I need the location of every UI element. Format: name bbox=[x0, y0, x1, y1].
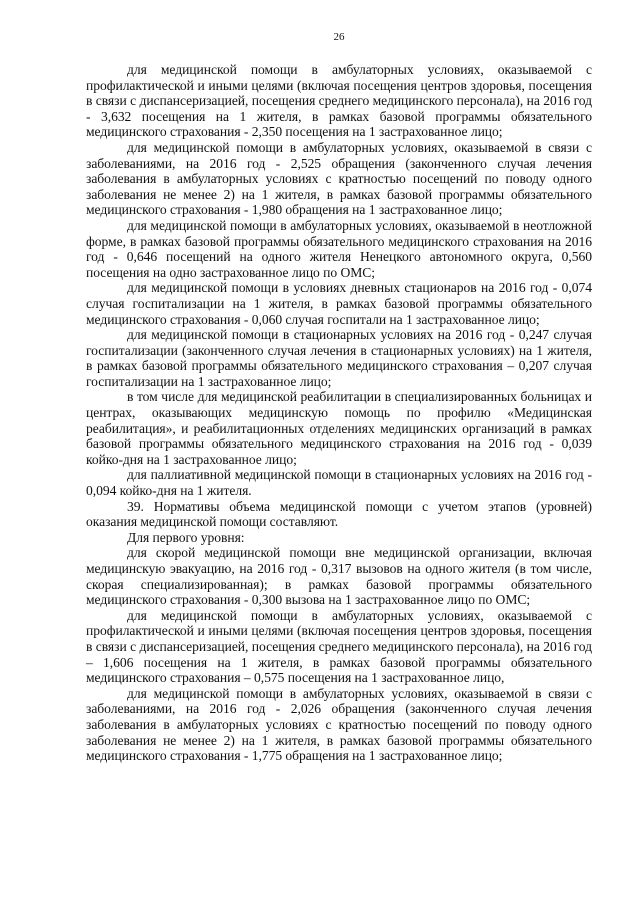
paragraph: в том числе для медицинской реабилитации в специализированных больницах и центрах, оказывающих медицинскую помощь по профилю «Медицинская реабилитация», и реабилитационных отделениях медицинских организаций в рамках базовой программы обязательного медицинского страхования на 2016 год - 0,039 койко-дня на 1 застрахованное лицо; bbox=[86, 389, 592, 467]
paragraph: для паллиативной медицинской помощи в стационарных условиях на 2016 год - 0,094 койко-дня на 1 жителя. bbox=[86, 467, 592, 499]
paragraph: для медицинской помощи в амбулаторных условиях, оказываемой с профилактической и иными целями (включая посещения центров здоровья, посещения в связи с диспансеризацией, посещения среднего медицинского персонала), на 2016 год – 1,606 посещения на 1 жителя, в рамках базовой программы обязательного медицинского страхования – 0,575 посещения на 1 застрахованное лицо, bbox=[86, 607, 592, 686]
paragraph: для скорой медицинской помощи вне медицинской организации, включая медицинскую эвакуацию, на 2016 год - 0,317 вызовов на одного жителя (в том числе, скорая специализированная); в рамках базовой программы обязательного медицинского страхования - 0,300 вызова на 1 застрахованное лицо по ОМС; bbox=[86, 545, 592, 608]
paragraph: для медицинской помощи в условиях дневных стационаров на 2016 год - 0,074 случая госпитализации на 1 жителя, в рамках базовой программы обязательного медицинского страхования - 0,060 случая госпитали на 1 застрахованное лицо; bbox=[86, 280, 592, 327]
paragraph: для медицинской помощи в амбулаторных условиях, оказываемой в связи с заболеваниями, на 2016 год - 2,026 обращения (законченного случая лечения заболевания в амбулаторных условиях с кратностью посещений по поводу одного заболевания не менее 2) на 1 жителя, в рамках базовой программы обязательного медицинского страхования - 1,775 обращения на 1 застрахованное лицо; bbox=[86, 685, 592, 764]
page-number: 26 bbox=[333, 31, 345, 43]
paragraph: для медицинской помощи в амбулаторных условиях, оказываемой в неотложной форме, в рамках базовой программы обязательного медицинского страхования на 2016 год - 0,646 посещений на одного жителя Ненецкого автономного округа, 0,560 посещения на одно застрахованное лицо по ОМС; bbox=[86, 217, 592, 280]
paragraph: для медицинской помощи в амбулаторных условиях, оказываемой в связи с заболеваниями, на 2016 год - 2,525 обращения (законченного случая лечения заболевания в амбулаторных условиях с кратностью посещений по поводу одного заболевания не менее 2) на 1 жителя, в рамках базовой программы обязательного медицинского страхования - 1,980 обращения на 1 застрахованное лицо; bbox=[86, 139, 592, 218]
document-body bbox=[86, 62, 592, 764]
subsection-heading: Для первого уровня: bbox=[127, 529, 245, 545]
paragraph: для медицинской помощи в стационарных условиях на 2016 год - 0,247 случая госпитализации (законченного случая лечения в стационарных условиях) на 1 жителя, в рамках базовой программы обязательного медицинского страхования – 0,207 случая госпитализации на 1 застрахованное лицо; bbox=[86, 327, 592, 389]
document-page bbox=[86, 30, 592, 764]
paragraph: для медицинской помощи в амбулаторных условиях, оказываемой с профилактической и иными целями (включая посещения центров здоровья, посещения в связи с диспансеризацией, посещения среднего медицинского персонала), на 2016 год - 3,632 посещения на 1 жителя, в рамках базовой программы обязательного медицинского страхования - 2,350 посещения на 1 застрахованное лицо; bbox=[86, 62, 592, 140]
section-heading: 39. Нормативы объема медицинской помощи с учетом этапов (уровней) оказания медицинской помощи составляют. bbox=[86, 498, 592, 530]
